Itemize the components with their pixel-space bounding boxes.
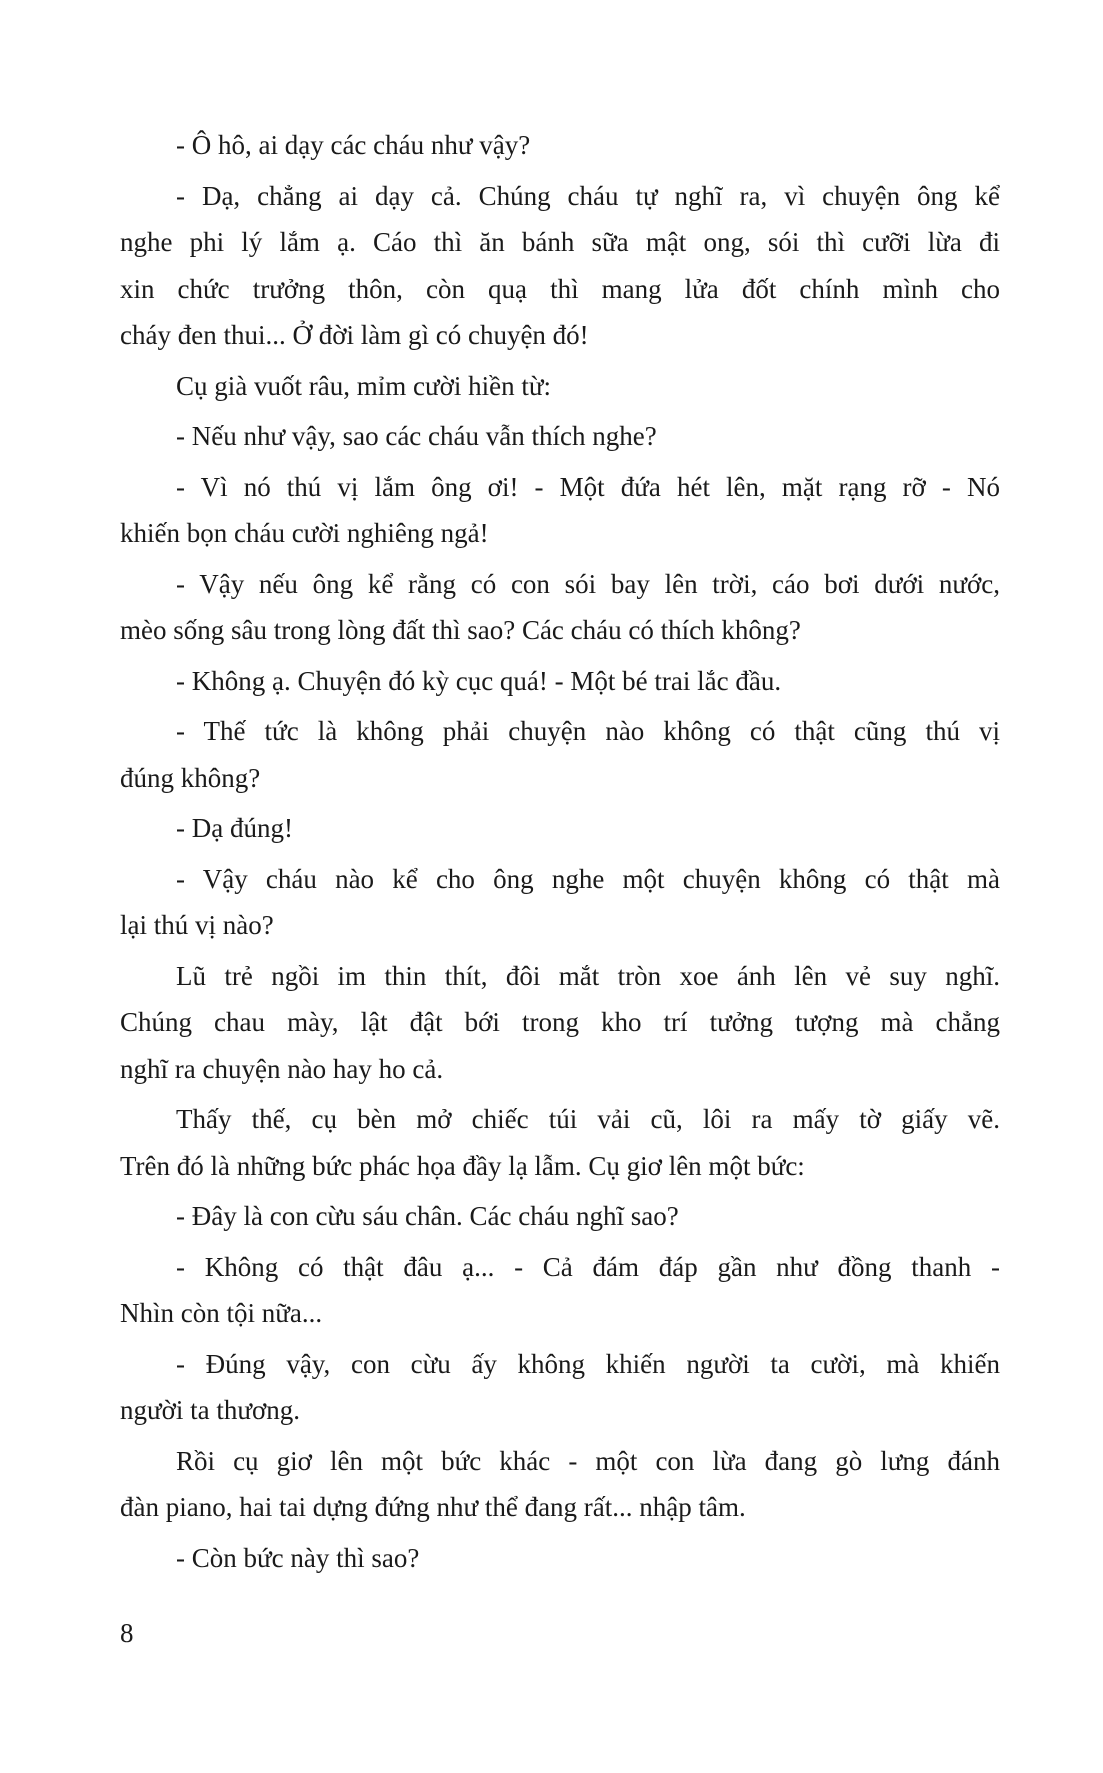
- text-line: Nhìn còn tội nữa...: [120, 1298, 323, 1328]
- paragraph: [120, 708, 1000, 801]
- text-line: - Vậy nếu ông kể rằng có con sói bay lên trời, cáo bơi dưới nước,: [176, 568, 1000, 599]
- text-line: nghĩ ra chuyện nào hay ho cả.: [120, 1053, 444, 1084]
- text-line: khiến bọn cháu cười nghiêng ngả!: [120, 518, 489, 548]
- page-number: 8: [120, 1618, 134, 1648]
- text-line: - Đây là con cừu sáu chân. Các cháu nghĩ sao?: [176, 1201, 679, 1231]
- text-line: đúng không?: [120, 762, 261, 793]
- paragraph: [120, 1244, 1000, 1337]
- page-body-text: [120, 122, 1000, 1585]
- paragraph: [120, 805, 1000, 852]
- text-line: nghe phi lý lắm ạ. Cáo thì ăn bánh sữa mật ong, sói thì cưỡi lừa đi: [120, 227, 1000, 257]
- paragraph: [120, 1438, 1000, 1531]
- text-line: mèo sống sâu trong lòng đất thì sao? Các cháu có thích không?: [120, 615, 801, 645]
- text-line: cháy đen thui... Ở đời làm gì có chuyện đó!: [120, 320, 589, 350]
- text-line: Rồi cụ giơ lên một bức khác - một con lừa đang gò lưng đánh: [176, 1445, 1000, 1476]
- text-line: - Dạ, chẳng ai dạy cả. Chúng cháu tự nghĩ ra, vì chuyện ông kể: [176, 180, 1000, 211]
- text-line: Cụ già vuốt râu, mỉm cười hiền từ:: [176, 370, 551, 401]
- paragraph: [120, 1341, 1000, 1434]
- text-line: - Đúng vậy, con cừu ấy không khiến người ta cười, mà khiến: [176, 1348, 1000, 1379]
- paragraph: [120, 413, 1000, 460]
- text-line: - Vậy cháu nào kể cho ông nghe một chuyện không có thật mà: [176, 863, 1000, 894]
- paragraph: [120, 1535, 1000, 1582]
- paragraph: [120, 658, 1000, 705]
- paragraph: [120, 1193, 1000, 1240]
- text-line: Lũ trẻ ngồi im thin thít, đôi mắt tròn xoe ánh lên vẻ suy nghĩ.: [176, 960, 1000, 991]
- paragraph: [120, 173, 1000, 359]
- text-line: đàn piano, hai tai dựng đứng như thể đang rất... nhập tâm.: [120, 1492, 746, 1522]
- text-line: - Không có thật đâu ạ... - Cả đám đáp gần như đồng thanh -: [176, 1251, 1000, 1282]
- text-line: người ta thương.: [120, 1395, 301, 1425]
- paragraph: [120, 856, 1000, 949]
- text-line: - Nếu như vậy, sao các cháu vẫn thích nghe?: [176, 421, 657, 451]
- paragraph: [120, 561, 1000, 654]
- text-line: lại thú vị nào?: [120, 910, 274, 940]
- text-line: - Còn bức này thì sao?: [176, 1542, 420, 1573]
- text-line: - Ô hô, ai dạy các cháu như vậy?: [176, 130, 531, 160]
- text-line: xin chức trưởng thôn, còn quạ thì mang lửa đốt chính mình cho: [120, 273, 1000, 304]
- paragraph: [120, 122, 1000, 169]
- paragraph: [120, 363, 1000, 410]
- text-line: Thấy thế, cụ bèn mở chiếc túi vải cũ, lôi ra mấy tờ giấy vẽ.: [176, 1104, 1000, 1134]
- text-line: Trên đó là những bức phác họa đầy lạ lẫm. Cụ giơ lên một bức:: [120, 1150, 805, 1181]
- text-line: - Thế tức là không phải chuyện nào không có thật cũng thú vị: [176, 716, 1000, 746]
- text-line: - Không ạ. Chuyện đó kỳ cục quá! - Một bé trai lắc đầu.: [176, 665, 782, 696]
- paragraph: [120, 1096, 1000, 1189]
- text-line: - Dạ đúng!: [176, 813, 293, 843]
- text-line: - Vì nó thú vị lắm ông ơi! - Một đứa hét lên, mặt rạng rỡ - Nó: [176, 471, 1000, 502]
- paragraph: [120, 464, 1000, 557]
- paragraph: [120, 953, 1000, 1093]
- text-line: Chúng chau mày, lật đật bới trong kho trí tưởng tượng mà chẳng: [120, 1007, 1000, 1037]
